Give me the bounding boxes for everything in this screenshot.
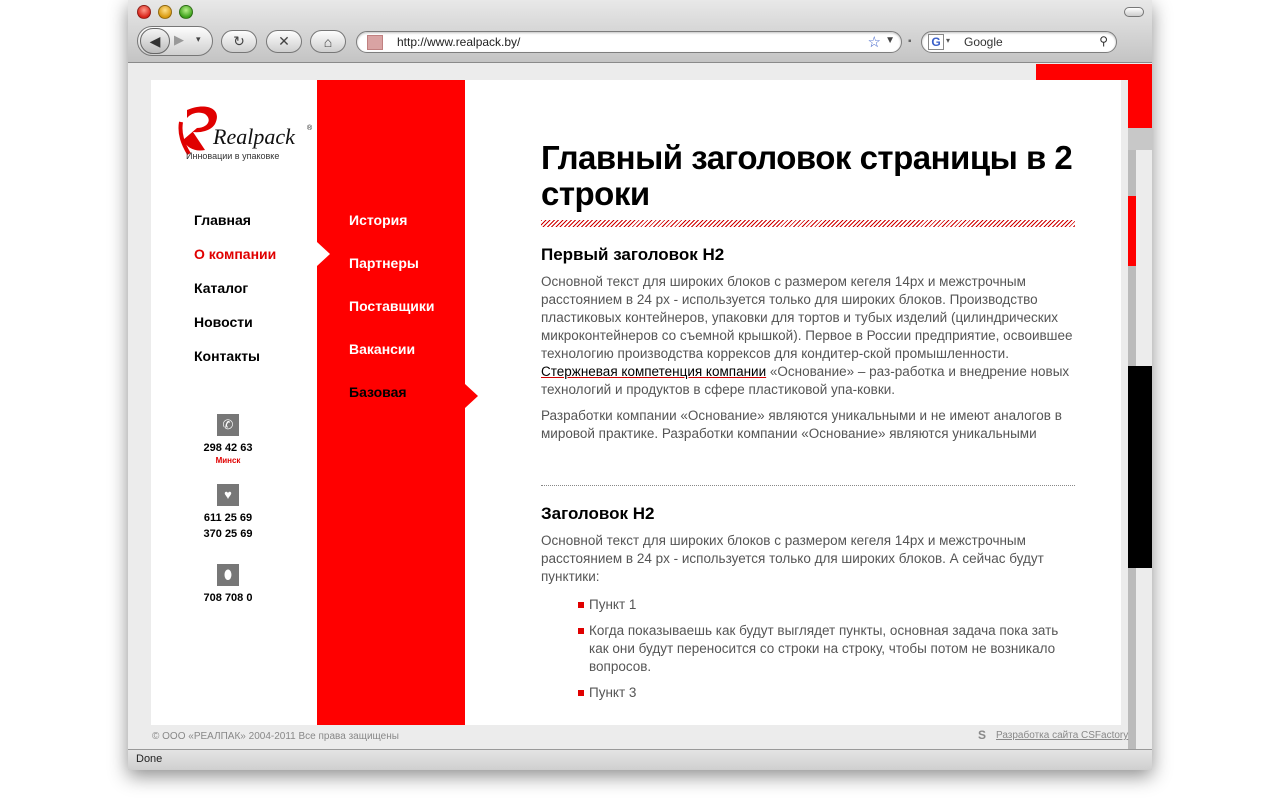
sub-nav-column — [317, 80, 465, 725]
main-nav-item-catalog[interactable]: Каталог — [194, 280, 249, 296]
section-1-heading: Первый заголовок H2 — [541, 245, 725, 264]
list-item: Когда показываешь как будут выглядет пункты, основная задача пока зать как они будут переносится со строки на строку, чтобы потом не возникало вопросов. — [577, 622, 1075, 676]
main-content — [541, 140, 1075, 710]
competence-link[interactable]: Стержневая компетенция компании — [541, 364, 767, 379]
page-title: Главный заголовок страницы в 2 строки — [541, 139, 1073, 212]
paragraph-text: «Основание» – раз-работка и внедрение новых технологий и продуктов в сфере пластиковой упа-ковки. — [541, 364, 1070, 397]
contact-velcom — [201, 484, 255, 542]
search-engine-dropdown-icon[interactable]: ▾ — [946, 36, 951, 45]
decorative-black-block — [1128, 366, 1152, 568]
velcom-heart-icon: ♥ — [217, 484, 239, 506]
life-number: 708 708 0 — [203, 592, 253, 604]
close-window-button[interactable] — [137, 5, 151, 19]
reload-icon: ↻ — [233, 33, 245, 49]
site-page — [151, 80, 1121, 725]
stop-button[interactable] — [266, 30, 302, 53]
reload-button[interactable] — [221, 30, 257, 53]
search-bar[interactable] — [921, 31, 1117, 53]
address-text[interactable]: http://www.realpack.by/ — [397, 35, 521, 49]
browser-window — [128, 0, 1152, 770]
dotted-divider — [541, 485, 1075, 486]
search-input[interactable]: Google — [964, 35, 1003, 49]
main-nav-item-about[interactable]: О компании — [194, 246, 277, 262]
developer-link[interactable]: Разработка сайта CSFactory — [996, 730, 1129, 741]
list-item: Пункт 1 — [577, 596, 1075, 614]
phone-number: 298 42 63 — [203, 442, 253, 454]
footer-copyright: © ООО «РЕАЛПАК» 2004-2011 Все права защищены — [152, 731, 399, 742]
main-nav-item-home[interactable]: Главная — [194, 212, 251, 228]
main-nav-item-contacts[interactable]: Контакты — [194, 348, 261, 364]
bullet-list — [541, 596, 1075, 702]
logo-brand-text: Realpack — [213, 124, 295, 149]
velcom-number-1: 611 25 69 — [203, 512, 253, 524]
search-icon[interactable]: ⚲ — [1099, 34, 1108, 48]
forward-button[interactable] — [174, 32, 184, 48]
section-2-heading: Заголовок H2 — [541, 504, 655, 523]
scrollbar-thumb[interactable] — [1128, 196, 1136, 266]
google-icon[interactable]: G — [928, 34, 944, 50]
contact-life — [201, 564, 255, 606]
section-1-paragraph-2: Разработки компании «Основание» являются уникальными и не имеют аналогов в мировой практике. Разработки компании «Основание» являются уникальными — [541, 408, 1062, 441]
contact-phone — [201, 414, 255, 465]
decorative-red-block — [1128, 80, 1152, 128]
sub-nav — [349, 212, 435, 427]
url-history-arrow-icon[interactable]: ▼ — [885, 35, 895, 46]
sub-nav-item-suppliers[interactable]: Поставщики — [349, 298, 435, 314]
home-button[interactable] — [310, 30, 346, 53]
logo-tagline: Инновации в упаковке — [186, 151, 280, 161]
bookmark-star-icon[interactable]: ☆ — [867, 34, 881, 51]
history-dropdown-button[interactable] — [196, 34, 201, 45]
list-item: Пункт 3 — [577, 684, 1075, 702]
sub-nav-item-history[interactable]: История — [349, 212, 408, 228]
active-subitem-pointer — [465, 384, 478, 408]
forward-arrow-icon: ▶ — [174, 32, 184, 47]
status-bar — [128, 749, 1152, 770]
bar-resize-handle-icon[interactable]: ▪ — [908, 36, 912, 47]
close-icon: ✕ — [278, 33, 290, 49]
page-viewport — [128, 64, 1152, 749]
zoom-window-button[interactable] — [179, 5, 193, 19]
site-favicon-icon — [367, 35, 383, 50]
section-1-paragraph-1 — [541, 273, 1075, 399]
browser-toolbar — [128, 0, 1152, 63]
chevron-down-icon: ▾ — [196, 34, 201, 44]
svg-text:®: ® — [307, 125, 313, 132]
section-2-paragraph: Основной текст для широких блоков с размером кегеля 14px и межстрочным расстоянием в 24 px - используется только для широких блоков. А сейчас будут пунктики: — [541, 533, 1044, 584]
minimize-window-button[interactable] — [158, 5, 172, 19]
life-egg-icon: ⬮ — [217, 564, 239, 586]
back-button[interactable] — [140, 28, 170, 54]
sub-nav-item-base[interactable]: Базовая — [349, 384, 407, 400]
csfactory-icon: S — [978, 728, 987, 742]
decorative-grey-block — [1128, 128, 1152, 150]
title-underline-divider — [541, 220, 1075, 227]
address-bar[interactable] — [356, 31, 902, 53]
paragraph-text: Основной текст для широких блоков с размером кегеля 14px и межстрочным расстоянием в 24 px - используется только для широких блоков. Производство пластиковых контейнеров, упаковки для тортов и тубых изделий (цилиндрических микроконтейнеров со съемной крышкой). Первое в России предприятие, освоившее технологию производства коррексов для кондитер-ской промышленности. — [541, 274, 1073, 361]
status-text: Done — [136, 753, 163, 765]
back-arrow-icon: ◀ — [149, 32, 161, 49]
home-icon: ⌂ — [323, 33, 333, 50]
toolbar-toggle-button[interactable] — [1124, 7, 1144, 17]
sub-nav-item-partners[interactable]: Партнеры — [349, 255, 419, 271]
decorative-red-strip — [1036, 64, 1152, 80]
phone-city: Минск — [215, 456, 241, 465]
sub-nav-item-vacancies[interactable]: Вакансии — [349, 341, 416, 357]
main-nav — [194, 212, 276, 382]
history-nav-group — [137, 26, 213, 56]
velcom-number-2: 370 25 69 — [203, 528, 253, 540]
phone-icon: ✆ — [217, 414, 239, 436]
main-nav-item-news[interactable]: Новости — [194, 314, 253, 330]
vertical-scrollbar[interactable] — [1128, 80, 1152, 749]
active-item-pointer — [317, 242, 330, 266]
